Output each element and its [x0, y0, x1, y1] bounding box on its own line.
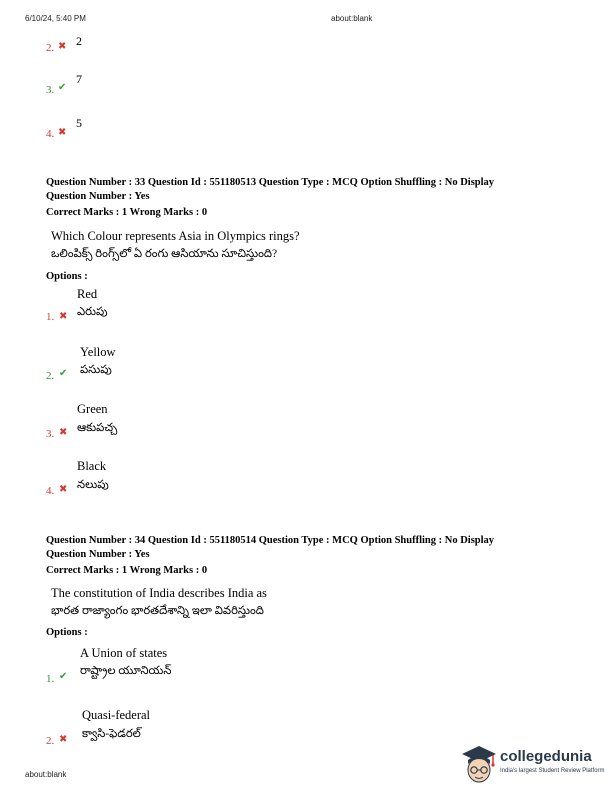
option-number: 2. [46, 42, 55, 54]
option-telugu: క్వాసి-ఫెడరల్ [82, 728, 141, 740]
print-footer-url: about:blank [25, 770, 67, 779]
student-mascot-icon [460, 742, 498, 786]
question-text-english: The constitution of India describes India as [51, 586, 267, 600]
question-meta: Question Number : Yes [46, 549, 150, 560]
option-number: 2. [46, 370, 55, 382]
collegedunia-logo [460, 742, 610, 788]
option-value: 7 [76, 72, 82, 86]
option-telugu: ఎరుపు [77, 306, 108, 318]
wrong-mark-icon: ✖ [59, 427, 68, 438]
correct-check-icon: ✔ [58, 82, 67, 93]
option-number: 1. [46, 311, 55, 323]
option-value: 2 [76, 34, 82, 48]
option-number: 3. [46, 428, 55, 440]
option-telugu: నలుపు [77, 479, 109, 491]
option-number: 4. [46, 485, 55, 497]
question-text-english: Which Colour represents Asia in Olympics rings? [51, 229, 300, 243]
wrong-mark-icon: ✖ [59, 484, 68, 495]
wrong-mark-icon: ✖ [58, 127, 67, 138]
correct-check-icon: ✔ [59, 368, 68, 379]
option-telugu: రాష్ట్రాల యూనియన్ [80, 665, 172, 677]
option-english: Quasi-federal [82, 708, 151, 722]
option-telugu: పసుపు [80, 364, 112, 376]
print-url: about:blank [331, 14, 373, 23]
brand-tagline: India's largest Student Review Platform [500, 768, 605, 774]
option-english: Yellow [80, 345, 116, 359]
question-text-telugu: ఒలింపిక్స్ రింగ్స్‌లో ఏ రంగు ఆసియాను సూచిస్తుంది? [51, 248, 278, 260]
question-text-telugu: భారత రాజ్యాంగం భారతదేశాన్ని ఇలా వివరిస్తుంది [51, 605, 264, 617]
option-number: 1. [46, 673, 55, 685]
wrong-mark-icon: ✖ [59, 311, 68, 322]
question-marks: Correct Marks : 1 Wrong Marks : 0 [46, 565, 208, 576]
correct-check-icon: ✔ [59, 671, 68, 682]
wrong-mark-icon: ✖ [59, 734, 68, 745]
option-english: A Union of states [80, 646, 168, 660]
option-number: 2. [46, 735, 55, 747]
option-number: 4. [46, 128, 55, 140]
question-meta: Question Number : 33 Question Id : 551180513 Question Type : MCQ Option Shuffling : No Display [46, 177, 495, 188]
option-english: Black [77, 459, 107, 473]
brand-name: collegedunia [500, 748, 592, 765]
option-number: 3. [46, 84, 55, 96]
options-label: Options : [46, 627, 88, 638]
print-datetime: 6/10/24, 5:40 PM [25, 14, 86, 23]
option-english: Red [77, 287, 98, 301]
question-meta: Question Number : 34 Question Id : 551180514 Question Type : MCQ Option Shuffling : No Display [46, 535, 495, 546]
options-label: Options : [46, 271, 88, 282]
question-meta: Question Number : Yes [46, 191, 150, 202]
question-marks: Correct Marks : 1 Wrong Marks : 0 [46, 207, 208, 218]
option-value: 5 [76, 116, 82, 130]
option-english: Green [77, 402, 108, 416]
option-telugu: ఆకుపచ్చ [77, 422, 118, 434]
wrong-mark-icon: ✖ [58, 41, 67, 52]
